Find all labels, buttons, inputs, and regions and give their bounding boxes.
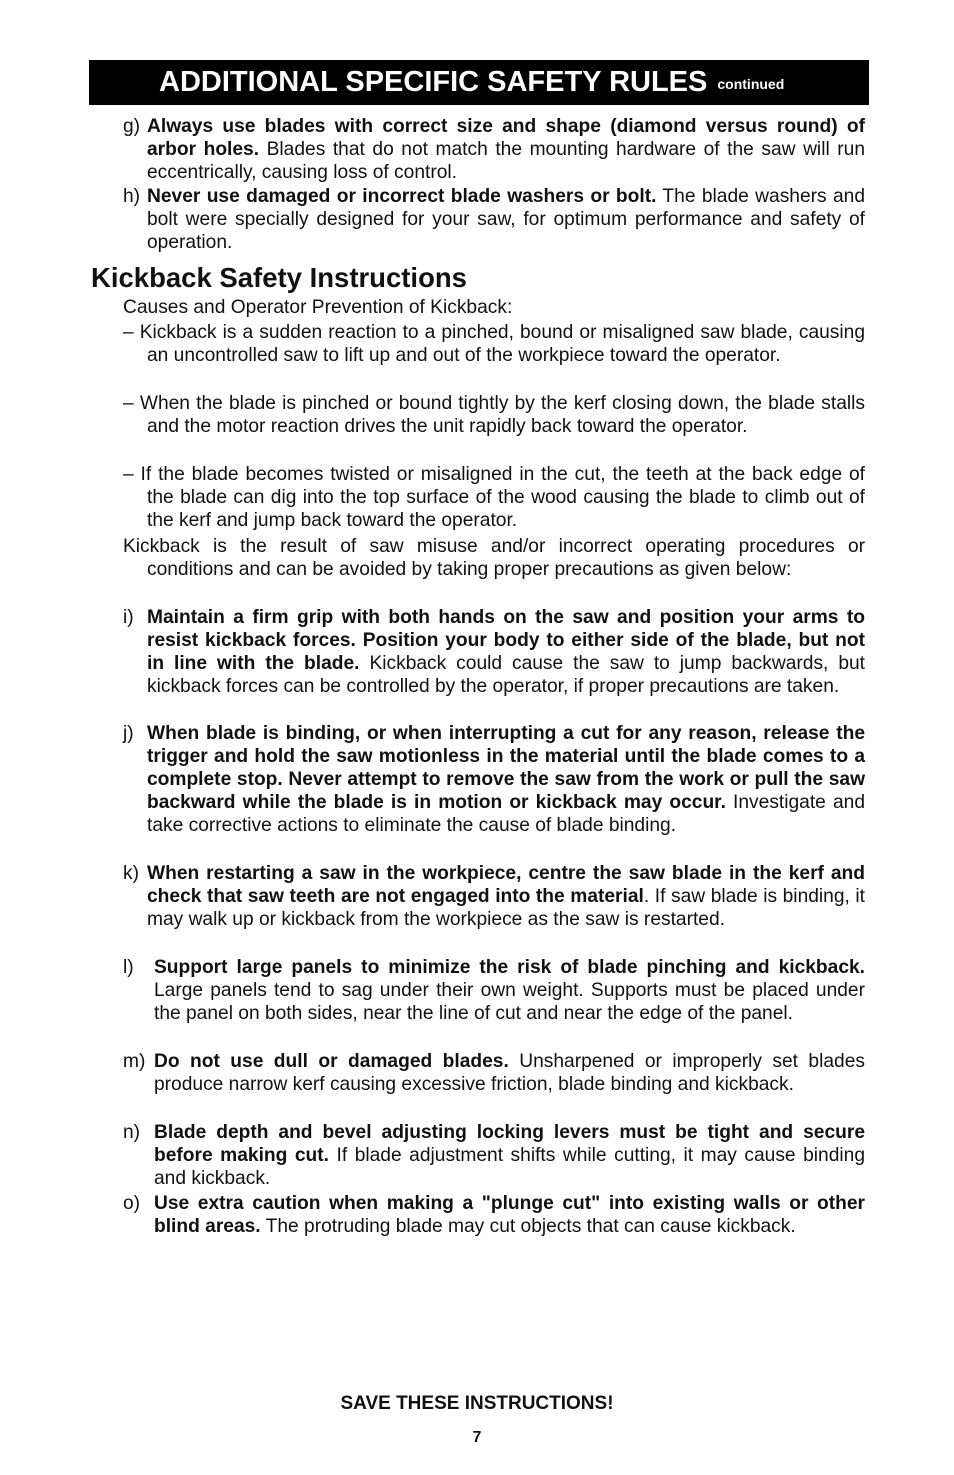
- dash-text: – If the blade becomes twisted or misaligned in the cut, the teeth at the back edge of the blade can dig into the top surface of the wood causing the blade to climb out of the kerf and jump back toward the operator.: [123, 464, 865, 531]
- rule-bold-text: Never use damaged or incorrect blade washers or bolt.: [147, 186, 657, 207]
- rule-label: n): [123, 1122, 141, 1143]
- rule-item-o: [123, 1192, 865, 1238]
- rule-label: l): [123, 957, 134, 978]
- rule-bold-text: Support large panels to minimize the risk of blade pinching and kickback.: [154, 957, 865, 978]
- rule-text: [123, 1050, 865, 1096]
- rule-body-text: Kickback could cause the saw to jump backwards, but kickback forces can be controlled by the operator, if proper precautions are taken.: [147, 653, 865, 697]
- rule-text: [123, 115, 865, 184]
- rule-body-text: Blades that do not match the mounting hardware of the saw will run eccentrically, causing loss of control.: [147, 139, 866, 183]
- page-number: 7: [472, 1429, 482, 1446]
- dash-text: – Kickback is a sudden reaction to a pinched, bound or misaligned saw blade, causing an uncontrolled saw to lift up and out of the workpiece toward the operator.: [123, 322, 865, 366]
- dash-item-3: [123, 463, 865, 532]
- rule-bold-text: Blade depth and bevel adjusting locking levers must be tight and secure before making cut.: [154, 1122, 865, 1166]
- rule-text: [123, 956, 865, 1025]
- rule-bold-text: Always use blades with correct size and shape (diamond versus round) of arbor holes.: [147, 116, 865, 160]
- rule-item-g: [123, 115, 865, 184]
- rule-text: [123, 606, 865, 698]
- rule-body-text: Investigate and take corrective actions to eliminate the cause of blade binding.: [147, 792, 866, 836]
- rule-item-k: [123, 862, 865, 931]
- rule-label: g): [123, 116, 141, 137]
- continued-label: continued: [717, 75, 785, 92]
- section-title: ADDITIONAL SPECIFIC SAFETY RULES: [159, 66, 708, 98]
- intro-text: Causes and Operator Prevention of Kickback:: [123, 297, 513, 318]
- rule-bold-text: When restarting a saw in the workpiece, centre the saw blade in the kerf and check that saw teeth are not engaged into the material: [147, 863, 865, 907]
- rule-text: [123, 722, 865, 837]
- rule-label: j): [123, 723, 134, 744]
- save-instructions-note: SAVE THESE INSTRUCTIONS!: [340, 1393, 614, 1414]
- rule-item-m: [123, 1050, 865, 1096]
- rule-item-l: [123, 956, 865, 1025]
- rule-body-text: The protruding blade may cut objects that can cause kickback.: [260, 1216, 796, 1237]
- dash-item-1: [123, 321, 865, 367]
- kickback-intro: [123, 296, 865, 319]
- rule-label: m): [123, 1051, 146, 1072]
- rule-item-j: [123, 722, 865, 837]
- rule-item-i: [123, 606, 865, 698]
- section-header-bar: [89, 60, 869, 105]
- rule-text: [123, 1192, 865, 1238]
- rule-item-h: [123, 185, 865, 254]
- rule-body-text: If blade adjustment shifts while cutting, it may cause binding and kickback.: [154, 1145, 865, 1189]
- rule-label: k): [123, 863, 139, 884]
- rule-bold-text: Use extra caution when making a "plunge cut" into existing walls or other blind areas.: [154, 1193, 865, 1237]
- rule-bold-text: Maintain a firm grip with both hands on the saw and position your arms to resist kickback forces. Position your body to either side of the blade, but not in line with the blade.: [147, 607, 865, 674]
- dash-item-2: [123, 392, 865, 438]
- rule-text: [123, 185, 865, 254]
- rule-body-text: Unsharpened or improperly set blades produce narrow kerf causing excessive friction, blade binding and kickback.: [154, 1051, 865, 1095]
- rule-body-text: . If saw blade is binding, it may walk up or kickback from the workpiece as the saw is restarted.: [147, 886, 866, 930]
- rule-label: i): [123, 607, 134, 628]
- rule-body-text: Large panels tend to sag under their own weight. Supports must be placed under the panel on both sides, near the line of cut and near the edge of the panel.: [154, 980, 865, 1024]
- rule-bold-text: When blade is binding, or when interrupting a cut for any reason, release the trigger and hold the saw motionless in the material until the blade comes to a complete stop. Never attempt to remove the saw from the work or pull the saw backward while the blade is in motion or kickback may occur.: [147, 723, 865, 813]
- rule-text: [123, 1121, 865, 1190]
- kickback-heading: Kickback Safety Instructions: [91, 262, 467, 293]
- rule-label: o): [123, 1193, 141, 1214]
- rule-label: h): [123, 186, 141, 207]
- rule-bold-text: Do not use dull or damaged blades.: [154, 1051, 509, 1072]
- summary-text: Kickback is the result of saw misuse and/or incorrect operating procedures or conditions and can be avoided by taking proper precautions as given below:: [123, 536, 865, 580]
- rule-text: [123, 862, 865, 931]
- dash-text: – When the blade is pinched or bound tightly by the kerf closing down, the blade stalls and the motor reaction drives the unit rapidly back toward the operator.: [123, 393, 865, 437]
- rule-body-text: The blade washers and bolt were specially designed for your saw, for optimum performance and safety of operation.: [147, 186, 865, 253]
- kickback-summary: [123, 535, 865, 581]
- rule-item-n: [123, 1121, 865, 1190]
